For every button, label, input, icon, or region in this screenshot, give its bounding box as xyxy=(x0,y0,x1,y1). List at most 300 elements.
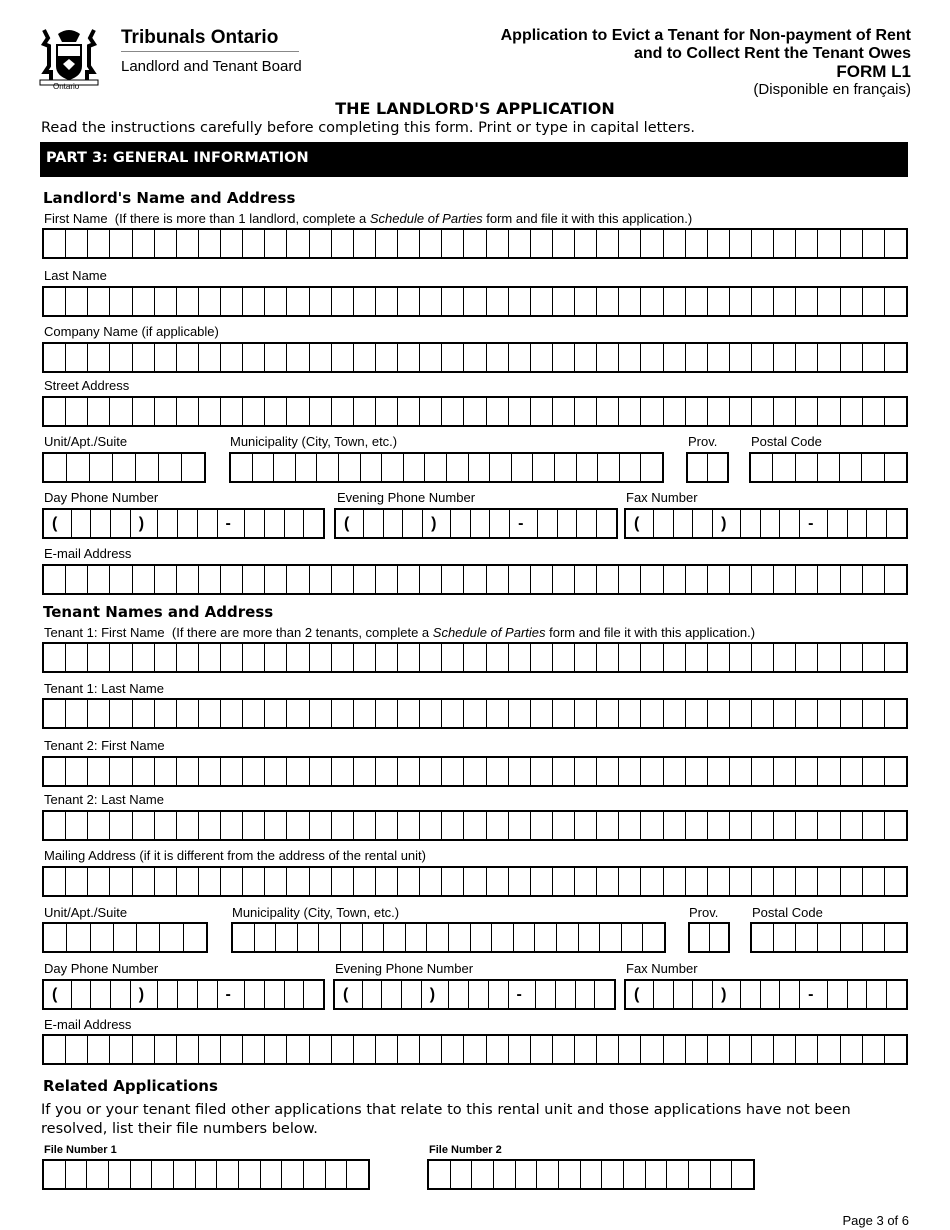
character-cell[interactable] xyxy=(353,1036,375,1063)
character-cell[interactable] xyxy=(707,868,729,895)
character-cell[interactable] xyxy=(448,981,468,1008)
character-cell[interactable] xyxy=(840,566,862,593)
character-cell[interactable] xyxy=(574,758,596,785)
landlord-prov-field[interactable] xyxy=(686,452,729,483)
character-cell[interactable] xyxy=(44,812,65,839)
character-cell[interactable] xyxy=(254,924,276,951)
character-cell[interactable] xyxy=(596,700,618,727)
character-cell[interactable] xyxy=(176,288,198,315)
character-cell[interactable] xyxy=(450,510,470,537)
tenant1-first-name-field[interactable] xyxy=(42,642,908,673)
character-cell[interactable] xyxy=(108,1161,130,1188)
character-cell[interactable] xyxy=(640,644,662,671)
character-cell[interactable] xyxy=(176,344,198,371)
character-cell[interactable] xyxy=(198,344,220,371)
character-cell[interactable] xyxy=(216,1161,238,1188)
character-cell[interactable] xyxy=(884,1036,906,1063)
character-cell[interactable] xyxy=(862,758,884,785)
character-cell[interactable] xyxy=(309,700,331,727)
character-cell[interactable] xyxy=(109,1036,131,1063)
character-cell[interactable] xyxy=(375,566,397,593)
character-cell[interactable] xyxy=(286,230,308,257)
character-cell[interactable] xyxy=(795,700,817,727)
character-cell[interactable] xyxy=(419,288,441,315)
character-cell[interactable] xyxy=(109,230,131,257)
character-cell[interactable] xyxy=(176,398,198,425)
character-cell[interactable] xyxy=(486,700,508,727)
character-cell[interactable] xyxy=(751,230,773,257)
character-cell[interactable] xyxy=(618,868,640,895)
character-cell[interactable] xyxy=(795,454,817,481)
character-cell[interactable] xyxy=(65,344,87,371)
character-cell[interactable] xyxy=(109,644,131,671)
character-cell[interactable] xyxy=(463,230,485,257)
character-cell[interactable] xyxy=(556,924,578,951)
character-cell[interactable] xyxy=(552,700,574,727)
tenant1-last-name-field[interactable] xyxy=(42,698,908,729)
character-cell[interactable] xyxy=(331,230,353,257)
character-cell[interactable] xyxy=(66,454,89,481)
character-cell[interactable] xyxy=(491,924,513,951)
character-cell[interactable] xyxy=(242,230,264,257)
character-cell[interactable] xyxy=(795,644,817,671)
character-cell[interactable] xyxy=(264,812,286,839)
character-cell[interactable] xyxy=(87,344,109,371)
character-cell[interactable] xyxy=(397,398,419,425)
character-cell[interactable] xyxy=(284,510,304,537)
character-cell[interactable] xyxy=(760,981,780,1008)
character-cell[interactable] xyxy=(318,924,340,951)
character-cell[interactable] xyxy=(441,1036,463,1063)
character-cell[interactable] xyxy=(109,868,131,895)
character-cell[interactable] xyxy=(486,344,508,371)
character-cell[interactable] xyxy=(397,230,419,257)
character-cell[interactable] xyxy=(752,924,773,951)
character-cell[interactable] xyxy=(663,812,685,839)
character-cell[interactable] xyxy=(353,288,375,315)
character-cell[interactable] xyxy=(325,1161,347,1188)
character-cell[interactable] xyxy=(331,700,353,727)
character-cell[interactable] xyxy=(772,454,794,481)
character-cell[interactable] xyxy=(132,812,154,839)
character-cell[interactable] xyxy=(242,868,264,895)
character-cell[interactable] xyxy=(195,1161,217,1188)
character-cell[interactable] xyxy=(176,566,198,593)
character-cell[interactable] xyxy=(751,1036,773,1063)
character-cell[interactable] xyxy=(640,868,662,895)
character-cell[interactable] xyxy=(375,344,397,371)
character-cell[interactable] xyxy=(44,288,65,315)
character-cell[interactable] xyxy=(176,644,198,671)
character-cell[interactable] xyxy=(397,1036,419,1063)
character-cell[interactable] xyxy=(154,644,176,671)
character-cell[interactable] xyxy=(640,454,662,481)
character-cell[interactable] xyxy=(530,566,552,593)
character-cell[interactable] xyxy=(707,644,729,671)
character-cell[interactable] xyxy=(136,924,159,951)
character-cell[interactable] xyxy=(707,566,729,593)
character-cell[interactable] xyxy=(110,510,130,537)
character-cell[interactable] xyxy=(242,812,264,839)
character-cell[interactable] xyxy=(619,454,641,481)
character-cell[interactable] xyxy=(673,981,693,1008)
character-cell[interactable] xyxy=(264,398,286,425)
character-cell[interactable] xyxy=(552,288,574,315)
character-cell[interactable] xyxy=(181,454,204,481)
character-cell[interactable] xyxy=(220,566,242,593)
character-cell[interactable] xyxy=(87,398,109,425)
character-cell[interactable] xyxy=(537,510,557,537)
character-cell[interactable] xyxy=(596,344,618,371)
character-cell[interactable] xyxy=(331,868,353,895)
character-cell[interactable] xyxy=(286,398,308,425)
character-cell[interactable] xyxy=(779,510,799,537)
character-cell[interactable] xyxy=(827,981,847,1008)
character-cell[interactable] xyxy=(154,812,176,839)
character-cell[interactable] xyxy=(331,566,353,593)
character-cell[interactable] xyxy=(751,454,772,481)
character-cell[interactable] xyxy=(530,700,552,727)
character-cell[interactable] xyxy=(574,812,596,839)
landlord-last-name-field[interactable] xyxy=(42,286,908,317)
character-cell[interactable] xyxy=(286,700,308,727)
character-cell[interactable] xyxy=(286,758,308,785)
tenant-prov-field[interactable] xyxy=(688,922,730,953)
character-cell[interactable] xyxy=(486,230,508,257)
character-cell[interactable] xyxy=(375,398,397,425)
character-cell[interactable] xyxy=(198,566,220,593)
phone-format-mark[interactable]: ( xyxy=(52,514,58,532)
character-cell[interactable] xyxy=(486,758,508,785)
character-cell[interactable] xyxy=(309,812,331,839)
character-cell[interactable] xyxy=(840,230,862,257)
character-cell[interactable] xyxy=(795,868,817,895)
character-cell[interactable] xyxy=(154,758,176,785)
character-cell[interactable] xyxy=(87,700,109,727)
file-number-2-field[interactable] xyxy=(427,1159,755,1190)
character-cell[interactable] xyxy=(463,644,485,671)
character-cell[interactable] xyxy=(621,924,643,951)
character-cell[interactable] xyxy=(729,812,751,839)
character-cell[interactable] xyxy=(840,344,862,371)
character-cell[interactable] xyxy=(729,398,751,425)
character-cell[interactable] xyxy=(729,644,751,671)
character-cell[interactable] xyxy=(795,812,817,839)
character-cell[interactable] xyxy=(884,700,906,727)
character-cell[interactable] xyxy=(132,644,154,671)
character-cell[interactable] xyxy=(862,812,884,839)
character-cell[interactable] xyxy=(87,1036,109,1063)
character-cell[interactable] xyxy=(151,1161,173,1188)
character-cell[interactable] xyxy=(383,510,403,537)
character-cell[interactable] xyxy=(363,510,383,537)
character-cell[interactable] xyxy=(751,644,773,671)
character-cell[interactable] xyxy=(65,288,87,315)
character-cell[interactable] xyxy=(817,924,839,951)
character-cell[interactable] xyxy=(109,812,131,839)
character-cell[interactable] xyxy=(685,230,707,257)
character-cell[interactable] xyxy=(383,924,405,951)
character-cell[interactable] xyxy=(303,1161,325,1188)
character-cell[interactable] xyxy=(884,288,906,315)
character-cell[interactable] xyxy=(87,758,109,785)
character-cell[interactable] xyxy=(158,454,181,481)
character-cell[interactable] xyxy=(197,981,217,1008)
character-cell[interactable] xyxy=(663,1036,685,1063)
character-cell[interactable] xyxy=(65,398,87,425)
character-cell[interactable] xyxy=(773,230,795,257)
landlord-email-field[interactable] xyxy=(42,564,908,595)
character-cell[interactable] xyxy=(403,454,425,481)
character-cell[interactable] xyxy=(463,344,485,371)
character-cell[interactable] xyxy=(448,924,470,951)
character-cell[interactable] xyxy=(177,510,197,537)
character-cell[interactable] xyxy=(198,758,220,785)
character-cell[interactable] xyxy=(242,344,264,371)
character-cell[interactable] xyxy=(441,566,463,593)
character-cell[interactable] xyxy=(297,924,319,951)
character-cell[interactable] xyxy=(740,510,760,537)
landlord-street-field[interactable] xyxy=(42,396,908,427)
character-cell[interactable] xyxy=(132,868,154,895)
character-cell[interactable] xyxy=(840,758,862,785)
character-cell[interactable] xyxy=(489,510,509,537)
character-cell[interactable] xyxy=(132,398,154,425)
character-cell[interactable] xyxy=(508,288,530,315)
character-cell[interactable] xyxy=(817,398,839,425)
character-cell[interactable] xyxy=(375,758,397,785)
character-cell[interactable] xyxy=(264,700,286,727)
character-cell[interactable] xyxy=(198,812,220,839)
character-cell[interactable] xyxy=(463,812,485,839)
character-cell[interactable] xyxy=(653,510,673,537)
character-cell[interactable] xyxy=(486,644,508,671)
character-cell[interactable] xyxy=(132,230,154,257)
character-cell[interactable] xyxy=(44,1036,65,1063)
character-cell[interactable] xyxy=(65,758,87,785)
character-cell[interactable] xyxy=(286,1036,308,1063)
character-cell[interactable] xyxy=(353,344,375,371)
character-cell[interactable] xyxy=(862,924,884,951)
character-cell[interactable] xyxy=(132,288,154,315)
character-cell[interactable] xyxy=(309,344,331,371)
character-cell[interactable] xyxy=(688,454,707,481)
character-cell[interactable] xyxy=(463,1036,485,1063)
character-cell[interactable] xyxy=(65,700,87,727)
character-cell[interactable] xyxy=(419,758,441,785)
phone-format-mark[interactable]: ) xyxy=(130,510,158,537)
character-cell[interactable] xyxy=(264,868,286,895)
character-cell[interactable] xyxy=(419,1036,441,1063)
character-cell[interactable] xyxy=(862,566,884,593)
character-cell[interactable] xyxy=(65,1036,87,1063)
character-cell[interactable] xyxy=(264,510,284,537)
character-cell[interactable] xyxy=(486,1036,508,1063)
character-cell[interactable] xyxy=(640,566,662,593)
character-cell[interactable] xyxy=(596,288,618,315)
character-cell[interactable] xyxy=(886,510,906,537)
character-cell[interactable] xyxy=(375,1036,397,1063)
character-cell[interactable] xyxy=(862,644,884,671)
character-cell[interactable] xyxy=(574,288,596,315)
character-cell[interactable] xyxy=(419,700,441,727)
character-cell[interactable] xyxy=(840,868,862,895)
character-cell[interactable] xyxy=(286,288,308,315)
character-cell[interactable] xyxy=(87,868,109,895)
character-cell[interactable] xyxy=(397,700,419,727)
character-cell[interactable] xyxy=(884,344,906,371)
phone-format-mark[interactable]: ) xyxy=(130,981,158,1008)
character-cell[interactable] xyxy=(493,1161,515,1188)
character-cell[interactable] xyxy=(840,924,862,951)
character-cell[interactable] xyxy=(65,812,87,839)
character-cell[interactable] xyxy=(375,644,397,671)
character-cell[interactable] xyxy=(381,454,403,481)
character-cell[interactable] xyxy=(729,758,751,785)
character-cell[interactable] xyxy=(295,454,317,481)
character-cell[interactable] xyxy=(536,1161,558,1188)
character-cell[interactable] xyxy=(709,924,729,951)
character-cell[interactable] xyxy=(729,230,751,257)
character-cell[interactable] xyxy=(618,344,640,371)
character-cell[interactable] xyxy=(360,454,382,481)
character-cell[interactable] xyxy=(862,230,884,257)
character-cell[interactable] xyxy=(508,644,530,671)
character-cell[interactable] xyxy=(508,868,530,895)
character-cell[interactable] xyxy=(362,924,384,951)
character-cell[interactable] xyxy=(109,700,131,727)
character-cell[interactable] xyxy=(90,924,113,951)
character-cell[interactable] xyxy=(331,644,353,671)
character-cell[interactable] xyxy=(886,981,906,1008)
character-cell[interactable] xyxy=(470,924,492,951)
character-cell[interactable] xyxy=(89,454,112,481)
character-cell[interactable] xyxy=(640,344,662,371)
character-cell[interactable] xyxy=(463,398,485,425)
tenant2-first-name-field[interactable] xyxy=(42,756,908,787)
character-cell[interactable] xyxy=(601,1161,623,1188)
character-cell[interactable] xyxy=(109,398,131,425)
character-cell[interactable] xyxy=(353,868,375,895)
character-cell[interactable] xyxy=(596,510,616,537)
character-cell[interactable] xyxy=(198,700,220,727)
character-cell[interactable] xyxy=(599,924,621,951)
character-cell[interactable] xyxy=(862,1036,884,1063)
character-cell[interactable] xyxy=(751,288,773,315)
character-cell[interactable] xyxy=(353,398,375,425)
character-cell[interactable] xyxy=(773,288,795,315)
character-cell[interactable] xyxy=(177,981,197,1008)
character-cell[interactable] xyxy=(346,1161,368,1188)
character-cell[interactable] xyxy=(673,510,693,537)
character-cell[interactable] xyxy=(468,454,490,481)
character-cell[interactable] xyxy=(685,868,707,895)
character-cell[interactable] xyxy=(530,812,552,839)
character-cell[interactable] xyxy=(508,812,530,839)
character-cell[interactable] xyxy=(441,758,463,785)
phone-format-mark[interactable]: ) xyxy=(712,981,740,1008)
character-cell[interactable] xyxy=(640,1036,662,1063)
character-cell[interactable] xyxy=(264,230,286,257)
character-cell[interactable] xyxy=(463,868,485,895)
character-cell[interactable] xyxy=(419,230,441,257)
character-cell[interactable] xyxy=(862,344,884,371)
character-cell[interactable] xyxy=(419,566,441,593)
character-cell[interactable] xyxy=(220,230,242,257)
tenant-evening-phone-field[interactable] xyxy=(333,979,616,1010)
phone-format-mark[interactable]: - xyxy=(509,510,537,537)
character-cell[interactable] xyxy=(44,758,65,785)
character-cell[interactable] xyxy=(685,812,707,839)
character-cell[interactable] xyxy=(862,288,884,315)
character-cell[interactable] xyxy=(419,868,441,895)
character-cell[interactable] xyxy=(653,981,673,1008)
character-cell[interactable] xyxy=(773,758,795,785)
character-cell[interactable] xyxy=(685,700,707,727)
character-cell[interactable] xyxy=(375,700,397,727)
character-cell[interactable] xyxy=(198,644,220,671)
character-cell[interactable] xyxy=(486,868,508,895)
character-cell[interactable] xyxy=(817,700,839,727)
tenant-municipality-field[interactable] xyxy=(231,922,666,953)
character-cell[interactable] xyxy=(554,454,576,481)
character-cell[interactable] xyxy=(530,288,552,315)
character-cell[interactable] xyxy=(220,868,242,895)
character-cell[interactable] xyxy=(471,1161,493,1188)
character-cell[interactable] xyxy=(87,288,109,315)
character-cell[interactable] xyxy=(242,566,264,593)
character-cell[interactable] xyxy=(242,644,264,671)
character-cell[interactable] xyxy=(508,398,530,425)
phone-format-mark[interactable]: ( xyxy=(634,985,640,1003)
tenant-fax-field[interactable] xyxy=(624,979,908,1010)
character-cell[interactable] xyxy=(90,981,110,1008)
character-cell[interactable] xyxy=(773,868,795,895)
character-cell[interactable] xyxy=(353,812,375,839)
character-cell[interactable] xyxy=(555,981,575,1008)
character-cell[interactable] xyxy=(176,868,198,895)
landlord-fax-field[interactable] xyxy=(624,508,908,539)
character-cell[interactable] xyxy=(286,344,308,371)
character-cell[interactable] xyxy=(740,981,760,1008)
character-cell[interactable] xyxy=(685,398,707,425)
character-cell[interactable] xyxy=(468,981,488,1008)
character-cell[interactable] xyxy=(707,812,729,839)
character-cell[interactable] xyxy=(159,924,182,951)
character-cell[interactable] xyxy=(441,700,463,727)
character-cell[interactable] xyxy=(552,758,574,785)
character-cell[interactable] xyxy=(729,868,751,895)
character-cell[interactable] xyxy=(284,981,304,1008)
tenant-day-phone-field[interactable] xyxy=(42,979,325,1010)
character-cell[interactable] xyxy=(419,344,441,371)
character-cell[interactable] xyxy=(574,868,596,895)
character-cell[interactable] xyxy=(795,344,817,371)
character-cell[interactable] xyxy=(426,924,448,951)
character-cell[interactable] xyxy=(309,1036,331,1063)
character-cell[interactable] xyxy=(220,398,242,425)
character-cell[interactable] xyxy=(840,812,862,839)
character-cell[interactable] xyxy=(419,644,441,671)
character-cell[interactable] xyxy=(707,454,727,481)
character-cell[interactable] xyxy=(66,924,89,951)
character-cell[interactable] xyxy=(596,758,618,785)
file-number-1-field[interactable] xyxy=(42,1159,370,1190)
character-cell[interactable] xyxy=(817,644,839,671)
character-cell[interactable] xyxy=(130,1161,152,1188)
character-cell[interactable] xyxy=(176,812,198,839)
character-cell[interactable] xyxy=(817,868,839,895)
